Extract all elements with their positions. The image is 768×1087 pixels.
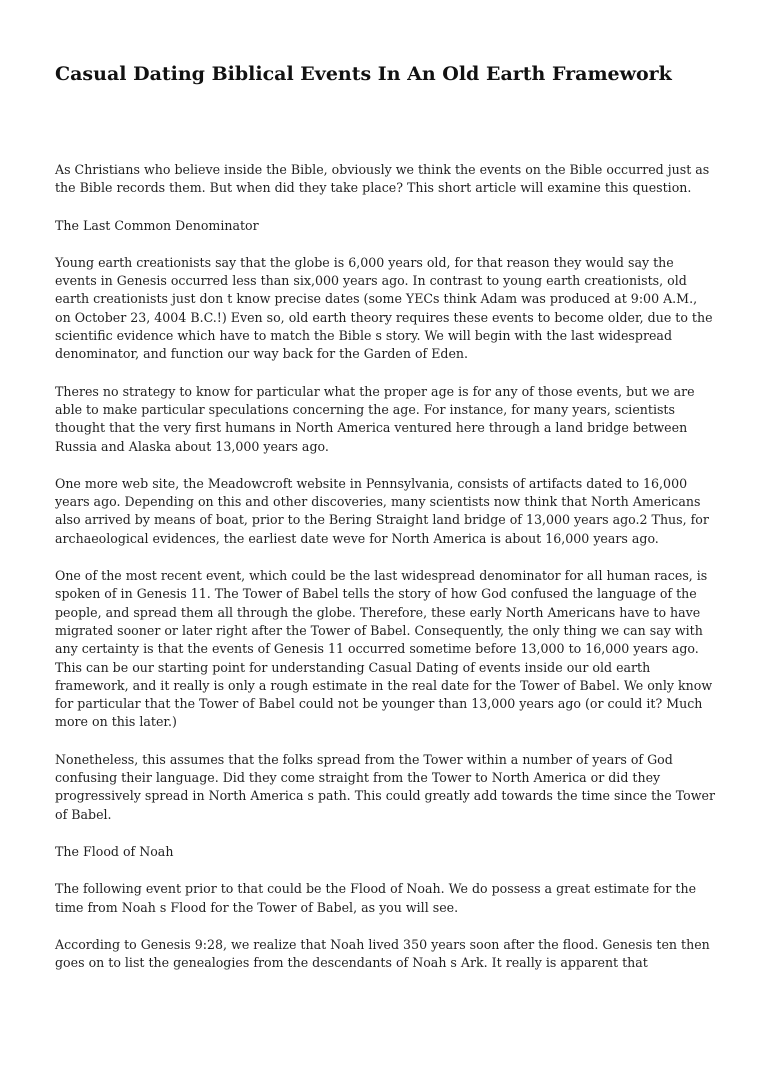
section-heading-last-common-denominator: The Last Common Denominator <box>55 217 259 233</box>
paragraph-meadowcroft: One more web site, the Meadowcroft website in Pennsylvania, consists of artifacts dated to 16,000 years ago. Depending on this and other discoveries, many scientists now think that North Americans also arrived by means of boat, prior to the Bering Straight land bridge of 13,000 years ago.2 Thus, for archaeological evidences, the earliest date weve for North America is about 16,000 years ago. <box>55 475 709 546</box>
document-body <box>55 161 715 991</box>
document-title: Casual Dating Biblical Events In An Old Earth Framework <box>55 63 672 85</box>
paragraph-genesis-9-28: According to Genesis 9:28, we realize that Noah lived 350 years soon after the flood. Genesis ten then goes on to list the genealogies from the descendants of Noah s Ark. It really is apparent that <box>55 936 710 971</box>
paragraph-young-earth: Young earth creationists say that the globe is 6,000 years old, for that reason they would say the events in Genesis occurred less than six,000 years ago. In contrast to young earth creationists, old earth creationists just don t know precise dates (some YECs think Adam was produced at 9:00 A.M., on October 23, 4004 B.C.!) Even so, old earth theory requires these events to become older, due to the scientific evidence which have to match the Bible s story. We will begin with the last widespread denominator, and function our way back for the Garden of Eden. <box>55 254 713 362</box>
paragraph-nonetheless: Nonetheless, this assumes that the folks spread from the Tower within a number of years of God confusing their language. Did they come straight from the Tower to North America or did they progressively spread in North America s path. This could greatly add towards the time since the Tower of Babel. <box>55 751 716 822</box>
paragraph-intro: As Christians who believe inside the Bible, obviously we think the events on the Bible occurred just as the Bible records them. But when did they take place? This short article will examine this question. <box>55 162 710 196</box>
paragraph-following-event: The following event prior to that could be the Flood of Noah. We do possess a great estimate for the time from Noah s Flood for the Tower of Babel, as you will see. <box>55 881 697 915</box>
section-heading-flood-of-noah: The Flood of Noah <box>55 843 174 859</box>
paragraph-tower-of-babel: One of the most recent event, which could be the last widespread denominator for all human races, is spoken of in Genesis 11. The Tower of Babel tells the story of how God confused the language of the people, and spread them all through the globe. Therefore, these early North Americans have to have migrated sooner or later right after the Tower of Babel. Consequently, the only thing we can say with any certainty is that the events of Genesis 11 occurred sometime before 13,000 to 16,000 years ago. This can be our starting point for understanding Casual Dating of events inside our old earth framework, and it really is only a rough estimate in the real date for the Tower of Babel. We only know for particular that the Tower of Babel could not be younger than 13,000 years ago (or could it? Much more on this later.) <box>55 568 713 730</box>
paragraph-proper-age: Theres no strategy to know for particular what the proper age is for any of those events, but we are able to make particular speculations concerning the age. For instance, for many years, scientists thought that the very first humans in North America ventured here through a land bridge between Russia and Alaska about 13,000 years ago. <box>55 383 695 454</box>
